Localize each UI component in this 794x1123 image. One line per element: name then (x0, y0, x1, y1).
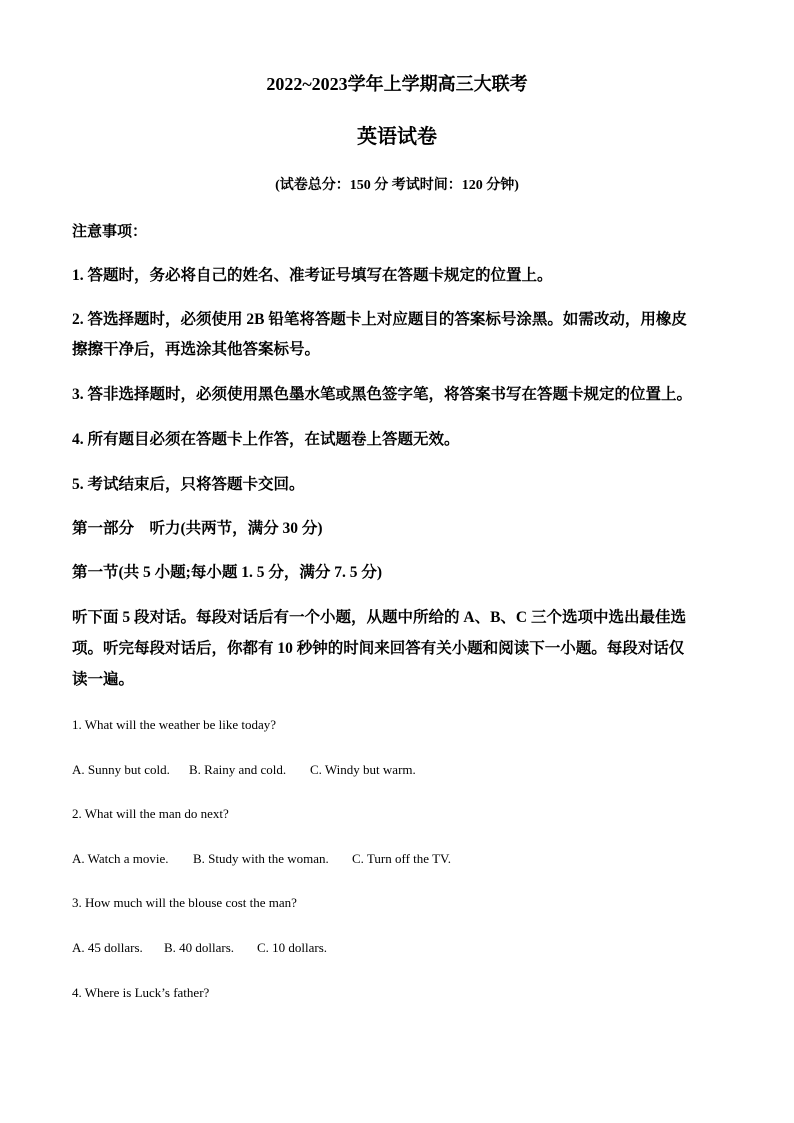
option-a: A. 45 dollars. (72, 940, 143, 955)
question-stem: 3. How much will the blouse cost the man? (72, 895, 297, 910)
directions-line: 听下面 5 段对话。每段对话后有一个小题，从题中所给的 A、B、C 三个选项中选出最佳选 (72, 609, 686, 626)
exam-subject: 英语试卷 (357, 126, 437, 148)
option-b: B. Rainy and cold. (189, 762, 287, 777)
option-b: B. Study with the woman. (193, 851, 329, 866)
question-stem: 1. What will the weather be like today? (72, 717, 277, 732)
question-stem: 4. Where is Luck’s father? (72, 985, 210, 1000)
notice-item-continued: 擦擦干净后，再选涂其他答案标号。 (72, 341, 321, 358)
exam-title: 2022~2023学年上学期高三大联考 (266, 74, 528, 94)
part-heading: 第一部分 听力(共两节，满分 30 分) (72, 520, 323, 537)
option-a: A. Watch a movie. (72, 851, 169, 866)
question-options (0, 939, 794, 957)
notice-item: 3. 答非选择题时，必须使用黑色墨水笔或黑色签字笔，将答案书写在答题卡规定的位置上。 (72, 386, 693, 403)
question-options (0, 850, 794, 868)
directions-line: 项。听完每段对话后，你都有 10 秒钟的时间来回答有关小题和阅读下一小题。每段对话仅 (72, 640, 685, 657)
section-heading: 第一节(共 5 小题;每小题 1. 5 分，满分 7. 5 分) (72, 564, 382, 581)
notice-heading: 注意事项： (72, 224, 148, 240)
exam-info: (试卷总分：150 分 考试时间：120 分钟) (275, 178, 519, 193)
notice-item: 1. 答题时，务必将自己的姓名、准考证号填写在答题卡规定的位置上。 (72, 267, 553, 284)
notice-item: 5. 考试结束后，只将答题卡交回。 (72, 476, 305, 493)
option-b: B. 40 dollars. (164, 940, 235, 955)
notice-item: 4. 所有题目必须在答题卡上作答，在试题卷上答题无效。 (72, 431, 460, 448)
option-c: C. 10 dollars. (257, 940, 328, 955)
question-options (0, 761, 794, 779)
directions-line: 读一遍。 (72, 671, 135, 688)
notice-item: 2. 答选择题时，必须使用 2B 铅笔将答题卡上对应题目的答案标号涂黑。如需改动，用橡皮 (72, 311, 687, 328)
question-stem: 2. What will the man do next? (72, 806, 229, 821)
option-c: C. Windy but warm. (310, 762, 416, 777)
option-c: C. Turn off the TV. (352, 851, 451, 866)
option-a: A. Sunny but cold. (72, 762, 170, 777)
